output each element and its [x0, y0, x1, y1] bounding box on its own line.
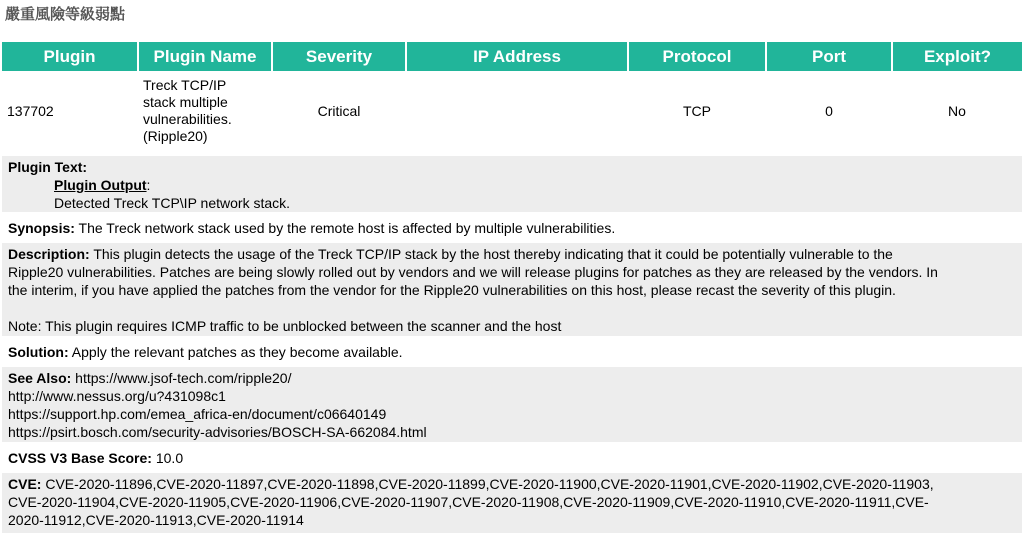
- plugin-output-colon: :: [146, 177, 151, 193]
- cve-label: CVE:: [8, 476, 42, 492]
- table-row: [2, 71, 1022, 151]
- column-header-exploit: Exploit?: [892, 42, 1022, 71]
- see-also-link[interactable]: https://www.jsof-tech.com/ripple20/: [75, 370, 292, 386]
- cvss-section: [2, 448, 1022, 468]
- description-note: Note: This plugin requires ICMP traffic to be unblocked between the scanner and the host: [8, 318, 562, 334]
- column-header-protocol: Protocol: [628, 42, 766, 71]
- synopsis-text: The Treck network stack used by the remote host is affected by multiple vulnerabilities.: [78, 220, 616, 236]
- description-label: Description:: [8, 246, 90, 262]
- plugin-name-line: Treck TCP/IP: [143, 77, 227, 93]
- plugin-text-label: Plugin Text:: [8, 159, 88, 175]
- column-header-port: Port: [766, 42, 892, 71]
- cve-line: 2020-11912,CVE-2020-11913,CVE-2020-11914: [8, 512, 304, 528]
- description-line: the interim, if you have applied the patches from the vendor for the Ripple20 vulnerabilities on this host, please recast the severity of this plugin.: [8, 282, 896, 298]
- see-also-link[interactable]: https://psirt.bosch.com/security-advisories/BOSCH-SA-662084.html: [8, 424, 427, 440]
- solution-label: Solution:: [8, 344, 69, 360]
- see-also-section: [2, 367, 1022, 442]
- cve-section: [2, 473, 1022, 533]
- plugin-output-heading: [8, 176, 1022, 194]
- description-line: [8, 245, 1022, 263]
- severity-cell: Critical: [317, 102, 361, 119]
- plugin-name-line: (Ripple20): [143, 128, 208, 144]
- cve-list-text: CVE-2020-11896,CVE-2020-11897,CVE-2020-11898,CVE-2020-11899,CVE-2020-11900,CVE-2020-11901,CVE-2020-11902,CVE-2020-11903,: [45, 476, 934, 492]
- synopsis-label: Synopsis:: [8, 220, 75, 236]
- plugin-text-section: [2, 156, 1022, 212]
- ip-address-cell: [406, 71, 628, 151]
- plugin-name-line: stack multiple: [143, 94, 228, 110]
- cve-line: [8, 475, 1022, 493]
- table-header-row: [2, 42, 1022, 71]
- protocol-cell: TCP: [683, 102, 711, 119]
- cvss-value: 10.0: [155, 450, 184, 466]
- see-also-label: See Also:: [8, 370, 72, 386]
- port-cell: 0: [825, 102, 833, 119]
- description-section: [2, 243, 1022, 336]
- solution-section: [2, 342, 1022, 362]
- column-header-plugin-name: Plugin Name: [138, 42, 272, 71]
- plugin-output-label: Plugin Output: [54, 177, 147, 193]
- plugin-output-value: Detected Treck TCP\IP network stack.: [54, 195, 291, 211]
- exploit-cell: No: [948, 102, 966, 119]
- synopsis-section: [2, 218, 1022, 238]
- description-spacer: [8, 299, 1022, 317]
- column-header-plugin: Plugin: [2, 42, 138, 71]
- solution-text: Apply the relevant patches as they become available.: [71, 344, 403, 360]
- description-text: This plugin detects the usage of the Treck TCP/IP stack by the host thereby indicating that it could be potentially vulnerable to the: [93, 246, 893, 262]
- description-line: Ripple20 vulnerabilities. Patches are being slowly rolled out by vendors and we will release plugins for patches as they are released by the vendors. In: [8, 264, 938, 280]
- cvss-label: CVSS V3 Base Score:: [8, 450, 152, 466]
- column-header-severity: Severity: [272, 42, 406, 71]
- plugin-id-cell: 137702: [7, 102, 54, 119]
- see-also-link[interactable]: https://support.hp.com/emea_africa-en/document/c06640149: [8, 406, 387, 422]
- see-also-first-line: [8, 369, 1022, 387]
- plugin-name-cell: [138, 71, 272, 151]
- vulnerability-table: [2, 42, 1022, 151]
- see-also-link[interactable]: http://www.nessus.org/u?431098c1: [8, 388, 226, 404]
- cve-line: CVE-2020-11904,CVE-2020-11905,CVE-2020-11906,CVE-2020-11907,CVE-2020-11908,CVE-2020-11909,CVE-2020-11910,CVE-2020-11911,CVE-: [8, 494, 929, 510]
- page-title: 嚴重風險等級弱點: [5, 5, 126, 23]
- plugin-name-line: vulnerabilities.: [143, 111, 232, 127]
- column-header-ip-address: IP Address: [406, 42, 628, 71]
